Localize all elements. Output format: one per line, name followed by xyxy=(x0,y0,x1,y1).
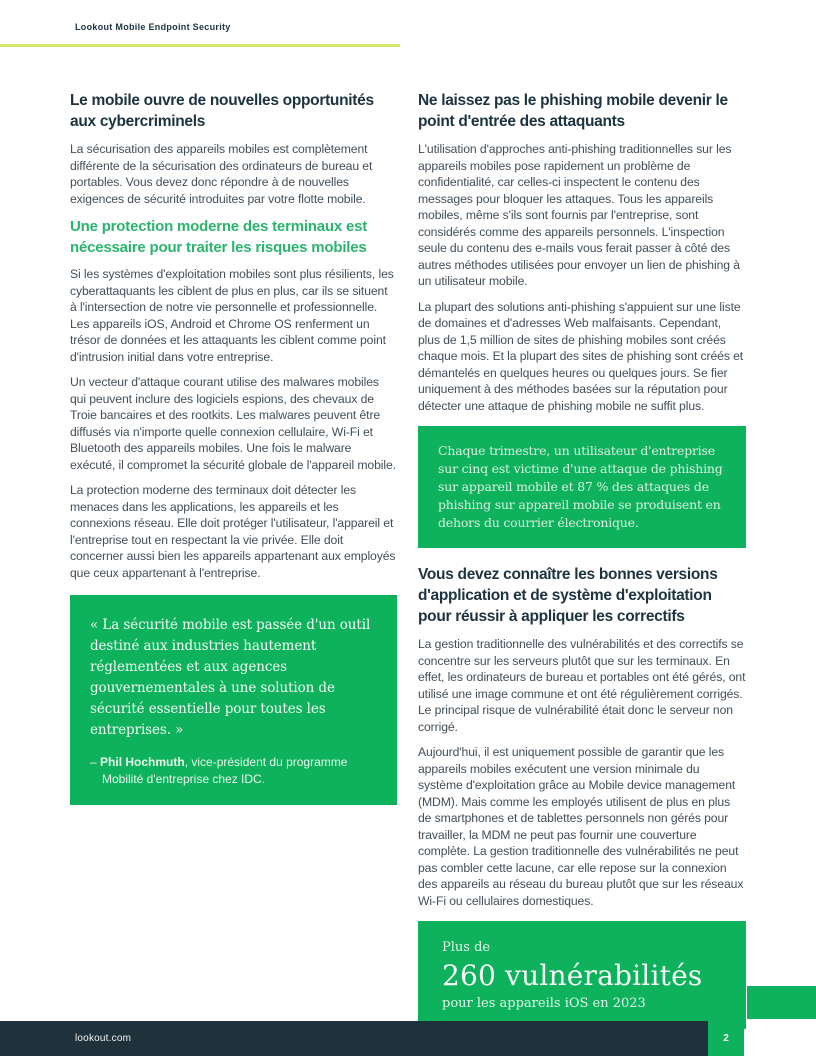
right-paragraph-1: L'utilisation d'approches anti-phishing traditionnelles sur les appareils mobiles pose rapidement un problème de confidentialité, car celles-ci inspectent le contenu des messages pour bloquer les attaques. Tous les appareils mobiles, même s'ils sont fournis par l'entreprise, sont considérés comme des appareils personnels. L'inspection seule du contenu des e-mails vous ferait passer à côté des autres méthodes utilisées pour envoyer un lien de phishing à un utilisateur mobile. xyxy=(418,142,740,288)
quote-attribution-role: , vice-président du programme Mobilité d'entreprise chez IDC. xyxy=(102,755,348,786)
left-green-subheading: Une protection moderne des terminaux est nécessaire pour traiter les risques mobiles xyxy=(70,218,368,256)
right-paragraph-3: La gestion traditionnelle des vulnérabilités et des correctifs se concentre sur les serveurs plutôt que sur les terminaux. En effet, les ordinateurs de bureau et portables ont été gérés, ont utilisé une image commune et ont été régulièrement corrigés. Le principal risque de vulnérabilité était donc le serveur non corrigé. xyxy=(418,637,746,734)
vulnerabilities-stat-box xyxy=(418,921,746,1029)
quote-attribution xyxy=(90,754,381,787)
quote-text: « La sécurité mobile est passée d'un outil destiné aux industries hautement réglementées et aux agences gouvernementales à une solution de sécurité essentielle pour toutes les entreprises. » xyxy=(90,617,371,738)
left-paragraph-1: La sécurisation des appareils mobiles est complètement différente de la sécurisation des ordinateurs de bureau et portables. Vous devez donc répondre à de nouvelles exigences de sécurité introduites par votre flotte mobile. xyxy=(70,142,373,206)
left-paragraph-4: La protection moderne des terminaux doit détecter les menaces dans les applications, les appareils et les connexions réseau. Elle doit protéger l'utilisateur, l'appareil et l'entreprise tout en respectant la vie privée. Elle doit concerner aussi bien les appareils appartenant aux employés que ceux appartenant à l'entreprise. xyxy=(70,483,396,580)
left-column xyxy=(70,90,397,805)
header-title: Lookout Mobile Endpoint Security xyxy=(75,22,231,32)
right-paragraph-4: Aujourd'hui, il est uniquement possible de garantir que les appareils mobiles exécutent une version minimale du système d'exploitation grâce au Mobile device management (MDM). Mais comme les employés utilisent de plus en plus de smartphones et de tablettes personnels non gérés pour travailler, la MDM ne peut pas fournir une couverture complète. La gestion traditionnelle des vulnérabilités ne peut pas combler cette lacune, car elle repose sur la connexion des appareils au réseau du bureau plutôt que sur les réseaux Wi-Fi ou cellulaires domestiques. xyxy=(418,745,744,908)
right-column xyxy=(418,90,746,1029)
right-paragraph-2: La plupart des solutions anti-phishing s'appuient sur une liste de domaines et d'adresses Web malfaisants. Cependant, plus de 1,5 million de sites de phishing mobiles sont créés chaque mois. Et la plupart des sites de phishing sont créés et démantelés en quelques heures ou quelques jours. Se fier uniquement à des méthodes basées sur la réputation pour détecter une attaque de phishing mobile ne suffit plus. xyxy=(418,299,744,413)
stat-value: 260 vulnérabilités xyxy=(442,959,703,992)
right-section-heading-2: Vous devez connaître les bonnes versions d'application et de système d'exploitation pour réussir à appliquer les correctifs xyxy=(418,566,718,625)
green-accent-rectangle xyxy=(747,986,816,1019)
page-number: 2 xyxy=(723,1033,729,1044)
quote-attribution-dash: – xyxy=(90,755,97,769)
left-section-heading: Le mobile ouvre de nouvelles opportunités aux cybercriminels xyxy=(70,92,374,130)
left-paragraph-2: Si les systèmes d'exploitation mobiles sont plus résilients, les cyberattaquants les ciblent de plus en plus, car ils se situent à l'intersection de notre vie personnelle et professionnelle. Les appareils iOS, Android et Chrome OS renferment un trésor de données et les attaquants les ciblent comme point d'intrusion initial dans votre entreprise. xyxy=(70,267,394,364)
right-section-heading-1: Ne laissez pas le phishing mobile devenir le point d'entrée des attaquants xyxy=(418,92,728,130)
quote-callout-box xyxy=(70,595,397,805)
page-number-box xyxy=(708,1021,744,1056)
quote-attribution-name: Phil Hochmuth xyxy=(100,755,185,769)
left-paragraph-3: Un vecteur d'attaque courant utilise des malwares mobiles qui peuvent inclure des logiciels espions, des chevaux de Troie bancaires et des rootkits. Les malwares peuvent être diffusés via n'importe quelle connexion cellulaire, Wi-Fi et Bluetooth des appareils mobiles. Une fois le malware exécuté, il compromet la sécurité globale de l'appareil mobile. xyxy=(70,375,396,472)
footer-bar xyxy=(0,1021,708,1056)
phishing-stat-callout-box: Chaque trimestre, un utilisateur d'entreprise sur cinq est victime d'une attaque de phishing sur appareil mobile et 87 % des attaques de phishing sur appareil mobile se produisent en dehors du courrier électronique. xyxy=(418,426,746,548)
stat-prefix: Plus de xyxy=(442,940,491,955)
stat-suffix: pour les appareils iOS en 2023 xyxy=(442,996,646,1011)
header-rule-divider xyxy=(0,44,400,47)
footer-url-link[interactable]: lookout.com xyxy=(75,1033,132,1044)
